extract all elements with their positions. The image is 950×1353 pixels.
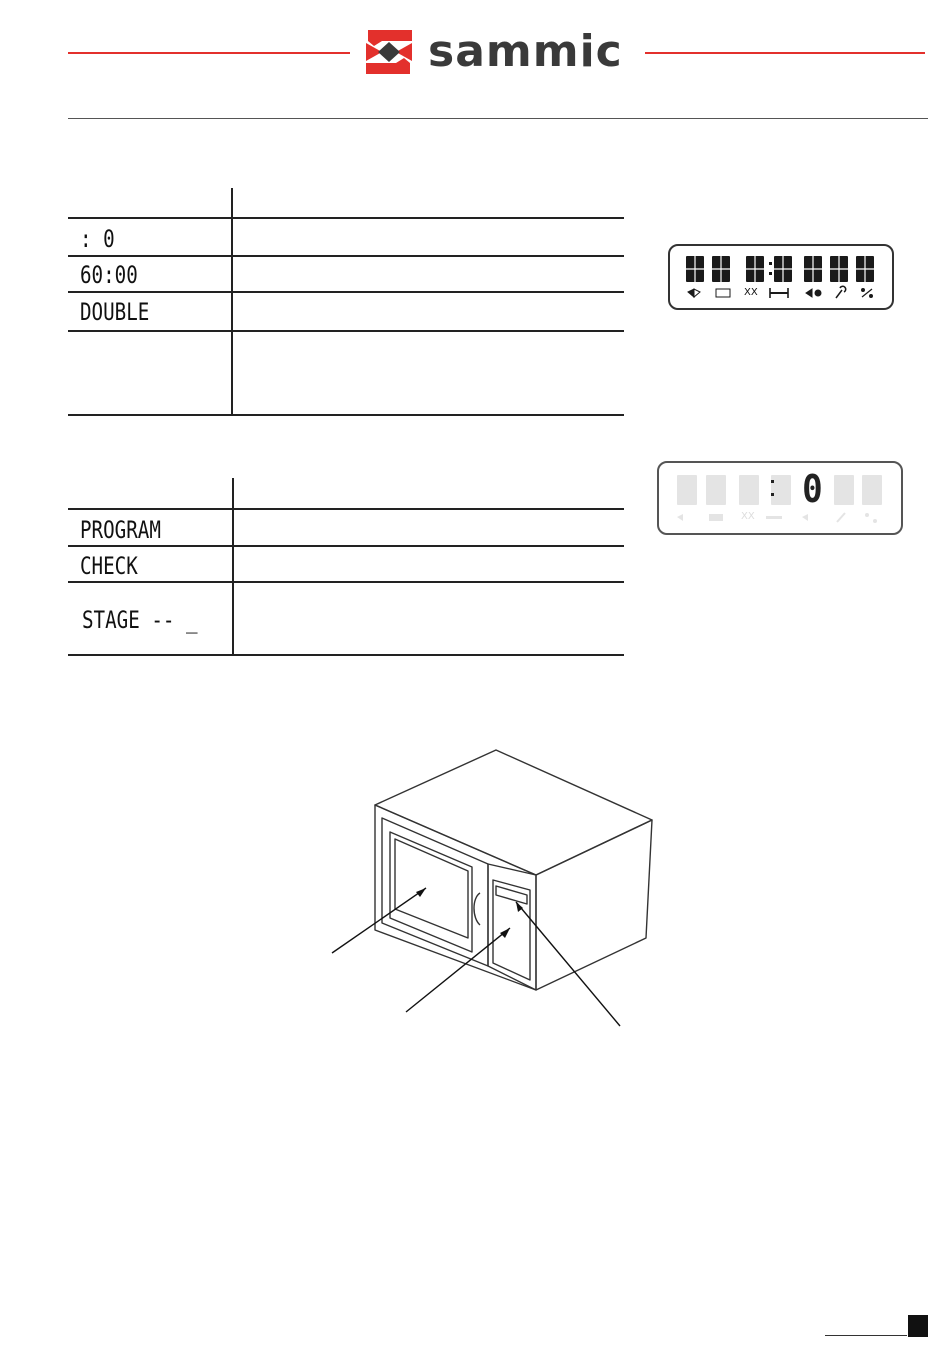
table1-row-rule (68, 255, 624, 257)
footer-rule (825, 1335, 907, 1336)
table2-row-display: PROGRAM (80, 516, 161, 544)
table2-column-divider (232, 478, 234, 656)
table2-row-rule (68, 581, 624, 583)
header-divider (68, 118, 928, 119)
sammic-s-logo-icon (360, 27, 418, 77)
table2-row-rule (68, 545, 624, 547)
lcd-panel-all-segments (668, 244, 894, 310)
table2-bottom-rule (68, 654, 624, 656)
page-marker (908, 1315, 928, 1337)
lcd-label-xx: XX (741, 511, 755, 522)
header-rule-left (68, 52, 350, 54)
table1-column-divider (231, 188, 233, 416)
table1-row-display: 60:00 (80, 261, 138, 289)
table1-row-display: : 0 (80, 225, 115, 253)
table1-header-rule (68, 217, 624, 219)
microwave-oven-icon (320, 740, 660, 1040)
table1-row-rule (68, 330, 624, 332)
lcd-segments-graphic (670, 246, 892, 308)
table2-header-rule (68, 508, 624, 510)
table1-row-rule (68, 291, 624, 293)
table1-bottom-rule (68, 414, 624, 416)
table1-row-display: DOUBLE (80, 298, 150, 326)
table2-row-display: CHECK (80, 552, 138, 580)
lcd-zero-readout: 0 (802, 467, 823, 511)
lcd-label-xx: XX (744, 287, 758, 298)
brand-name: sammic (428, 26, 623, 77)
lcd-panel-zero (657, 461, 903, 535)
table2-row-display: STAGE -- _ (82, 606, 198, 634)
lcd-dim-segments-graphic (659, 463, 901, 533)
header-rule-right (645, 52, 925, 54)
